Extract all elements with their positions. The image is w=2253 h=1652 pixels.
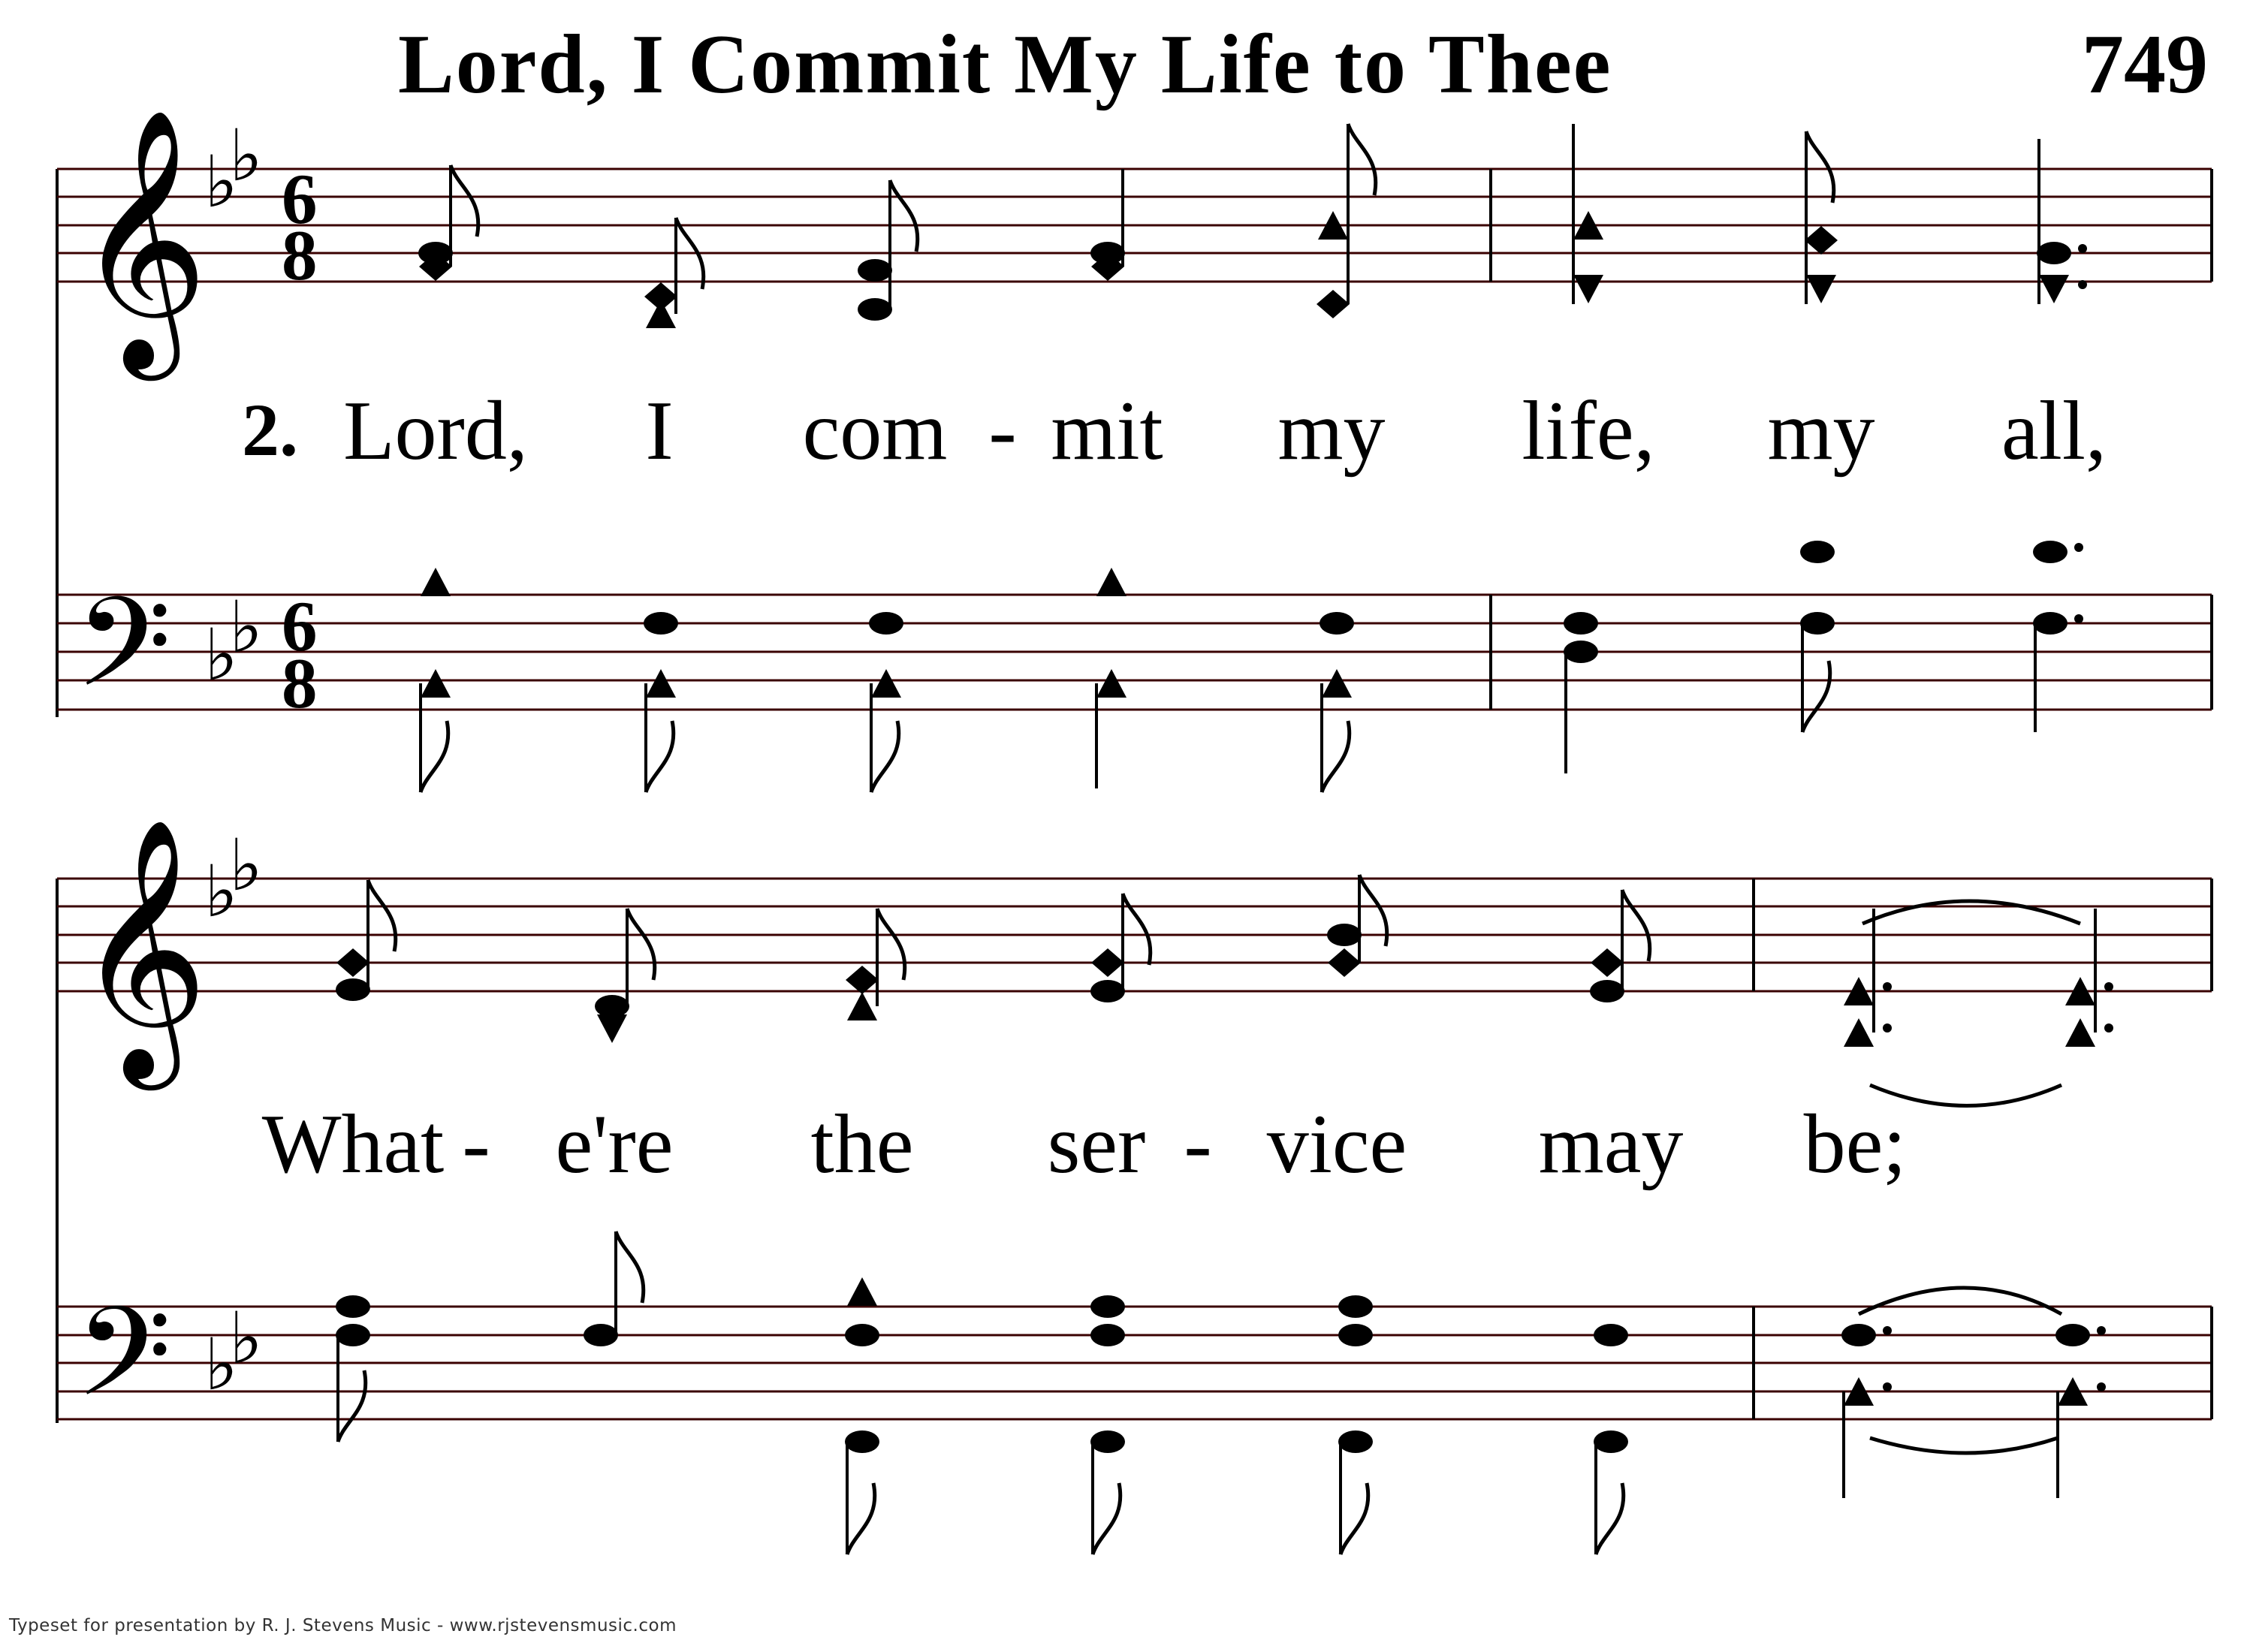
note-head <box>644 282 677 311</box>
lyric-syllable: my <box>1767 384 1875 478</box>
note-head <box>846 966 879 994</box>
note-dot <box>2078 244 2087 253</box>
note-head <box>1338 1324 1373 1346</box>
note-head <box>1096 568 1126 596</box>
bass-staff-2 <box>57 1307 2212 1419</box>
note-head <box>1090 980 1125 1002</box>
note-head <box>2033 541 2068 563</box>
note-head <box>1090 1295 1125 1318</box>
svg-text:6: 6 <box>282 586 318 666</box>
note-flag <box>871 721 899 792</box>
note-dot <box>2078 280 2087 289</box>
note-head <box>1590 980 1624 1002</box>
lyric-syllable: all, <box>2001 384 2107 478</box>
note-flag <box>338 1370 366 1442</box>
note-dot <box>1883 1326 1892 1335</box>
note-head <box>858 298 892 321</box>
note-head <box>858 259 892 282</box>
treble-clef-icon: 𝄞 <box>75 816 209 1078</box>
note-head <box>646 669 676 698</box>
note-head <box>336 978 370 1001</box>
note-head <box>1338 1295 1373 1318</box>
svg-text:♭: ♭ <box>204 141 238 224</box>
hymn-title: Lord, I Commit My Life to Thee <box>398 18 1612 111</box>
lyric-syllable: may <box>1538 1098 1684 1191</box>
treble-clef-icon: 𝄞 <box>75 107 209 369</box>
note-head <box>1091 948 1124 977</box>
note-head <box>845 1324 879 1346</box>
note-head <box>1573 275 1603 303</box>
treble-staff-2 <box>57 879 2212 991</box>
note-head <box>1317 290 1350 318</box>
note-head <box>644 612 678 635</box>
note-flag <box>1348 124 1376 195</box>
note-flag <box>368 880 396 951</box>
note-head <box>336 1295 370 1318</box>
lyric-syllable: What <box>261 1098 445 1191</box>
note-head <box>2065 1018 2095 1047</box>
note-head <box>1328 948 1361 977</box>
note-head <box>2033 612 2068 635</box>
key-signature <box>204 115 263 1406</box>
lyric-syllable: com <box>802 384 948 478</box>
note-head <box>1090 242 1125 264</box>
svg-text:♭: ♭ <box>229 824 263 907</box>
note-flag <box>1596 1483 1624 1554</box>
lyric-syllable: the <box>810 1098 914 1191</box>
note-head <box>847 992 877 1020</box>
lyric-syllable: my <box>1277 384 1386 478</box>
svg-text:♭: ♭ <box>229 1298 263 1380</box>
svg-text:♭: ♭ <box>204 614 238 697</box>
lyric-hyphen: - <box>462 1098 490 1191</box>
note-flag <box>1123 894 1151 965</box>
note-head <box>2037 242 2071 264</box>
note-flag <box>877 909 905 980</box>
note-head <box>595 995 629 1017</box>
tie-arc <box>1862 901 2080 924</box>
lyric-syllable: mit <box>1051 384 1163 478</box>
note-head <box>1594 1324 1628 1346</box>
note-flag <box>1093 1483 1120 1554</box>
lyric-syllable: vice <box>1266 1098 1407 1191</box>
lyric-hyphen: - <box>988 384 1017 478</box>
note-head <box>1806 275 1836 303</box>
note-dot <box>1883 1023 1892 1032</box>
note-head <box>2055 1324 2090 1346</box>
note-head <box>421 669 451 698</box>
footer-credit: Typeset for presentation by R. J. Stevens Music - www.rjstevensmusic.com <box>9 1616 677 1635</box>
hymn-number: 749 <box>2082 18 2208 111</box>
svg-text:♭: ♭ <box>229 115 263 197</box>
svg-text:6: 6 <box>282 159 318 239</box>
note-head <box>847 1277 877 1306</box>
note-head <box>1564 641 1598 663</box>
note-head <box>597 1014 627 1043</box>
notes <box>336 124 2113 1554</box>
note-dot <box>2104 982 2113 991</box>
note-head <box>1322 669 1352 698</box>
lyric-syllable: life, <box>1522 384 1655 478</box>
note-dot <box>1883 1382 1892 1391</box>
treble-staff-1 <box>57 169 2212 282</box>
note-dot <box>1883 982 1892 991</box>
note-head <box>584 1324 618 1346</box>
bass-clef-icon: 𝄢 <box>75 571 172 746</box>
note-flag <box>1622 890 1650 961</box>
note-head <box>1338 1430 1373 1453</box>
note-flag <box>890 180 918 252</box>
lyric-syllable: e're <box>555 1098 674 1191</box>
note-head <box>1090 1430 1125 1453</box>
note-head <box>1594 1430 1628 1453</box>
svg-text:8: 8 <box>282 644 318 723</box>
note-flag <box>616 1231 644 1303</box>
note-head <box>1096 669 1126 698</box>
bass-staff-1 <box>57 595 2212 710</box>
note-head <box>1320 612 1354 635</box>
bass-clef-icon: 𝄢 <box>75 1280 172 1455</box>
note-dot <box>2097 1382 2106 1391</box>
note-flag <box>421 721 448 792</box>
tie-arc <box>1870 1438 2058 1453</box>
note-dot <box>2074 543 2083 552</box>
lyric-syllable: be; <box>1803 1098 1907 1191</box>
lyric-syllable: I <box>645 384 674 478</box>
note-flag <box>1322 721 1350 792</box>
note-head <box>1564 612 1598 635</box>
lyric-syllable: Lord, <box>343 384 528 478</box>
note-flag <box>627 909 655 980</box>
svg-text:8: 8 <box>282 216 318 295</box>
note-head <box>336 948 369 977</box>
note-head <box>421 568 451 596</box>
svg-text:♭: ♭ <box>204 1324 238 1406</box>
svg-text:♭: ♭ <box>204 851 238 933</box>
note-head <box>418 242 453 264</box>
verse-number: 2. <box>242 388 298 472</box>
note-head <box>1800 612 1835 635</box>
note-flag <box>847 1483 875 1554</box>
note-head <box>336 1324 370 1346</box>
note-head <box>1090 1324 1125 1346</box>
lyric-syllable: ser <box>1047 1098 1146 1191</box>
note-head <box>845 1430 879 1453</box>
note-flag <box>1806 131 1834 203</box>
note-dot <box>2104 1023 2113 1032</box>
note-dot <box>2074 614 2083 623</box>
note-head <box>1844 1018 1874 1047</box>
lyric-hyphen: - <box>1184 1098 1212 1191</box>
note-head <box>1327 924 1362 946</box>
svg-text:♭: ♭ <box>229 586 263 669</box>
note-head <box>1841 1324 1876 1346</box>
note-head <box>2039 275 2069 303</box>
note-head <box>1591 948 1624 977</box>
tie-arc <box>1859 1288 2061 1314</box>
note-flag <box>646 721 674 792</box>
note-head <box>1805 226 1838 255</box>
note-dot <box>2097 1326 2106 1335</box>
note-flag <box>1341 1483 1368 1554</box>
note-head <box>869 612 903 635</box>
note-head <box>871 669 901 698</box>
note-flag <box>1802 661 1830 732</box>
note-head <box>1800 541 1835 563</box>
